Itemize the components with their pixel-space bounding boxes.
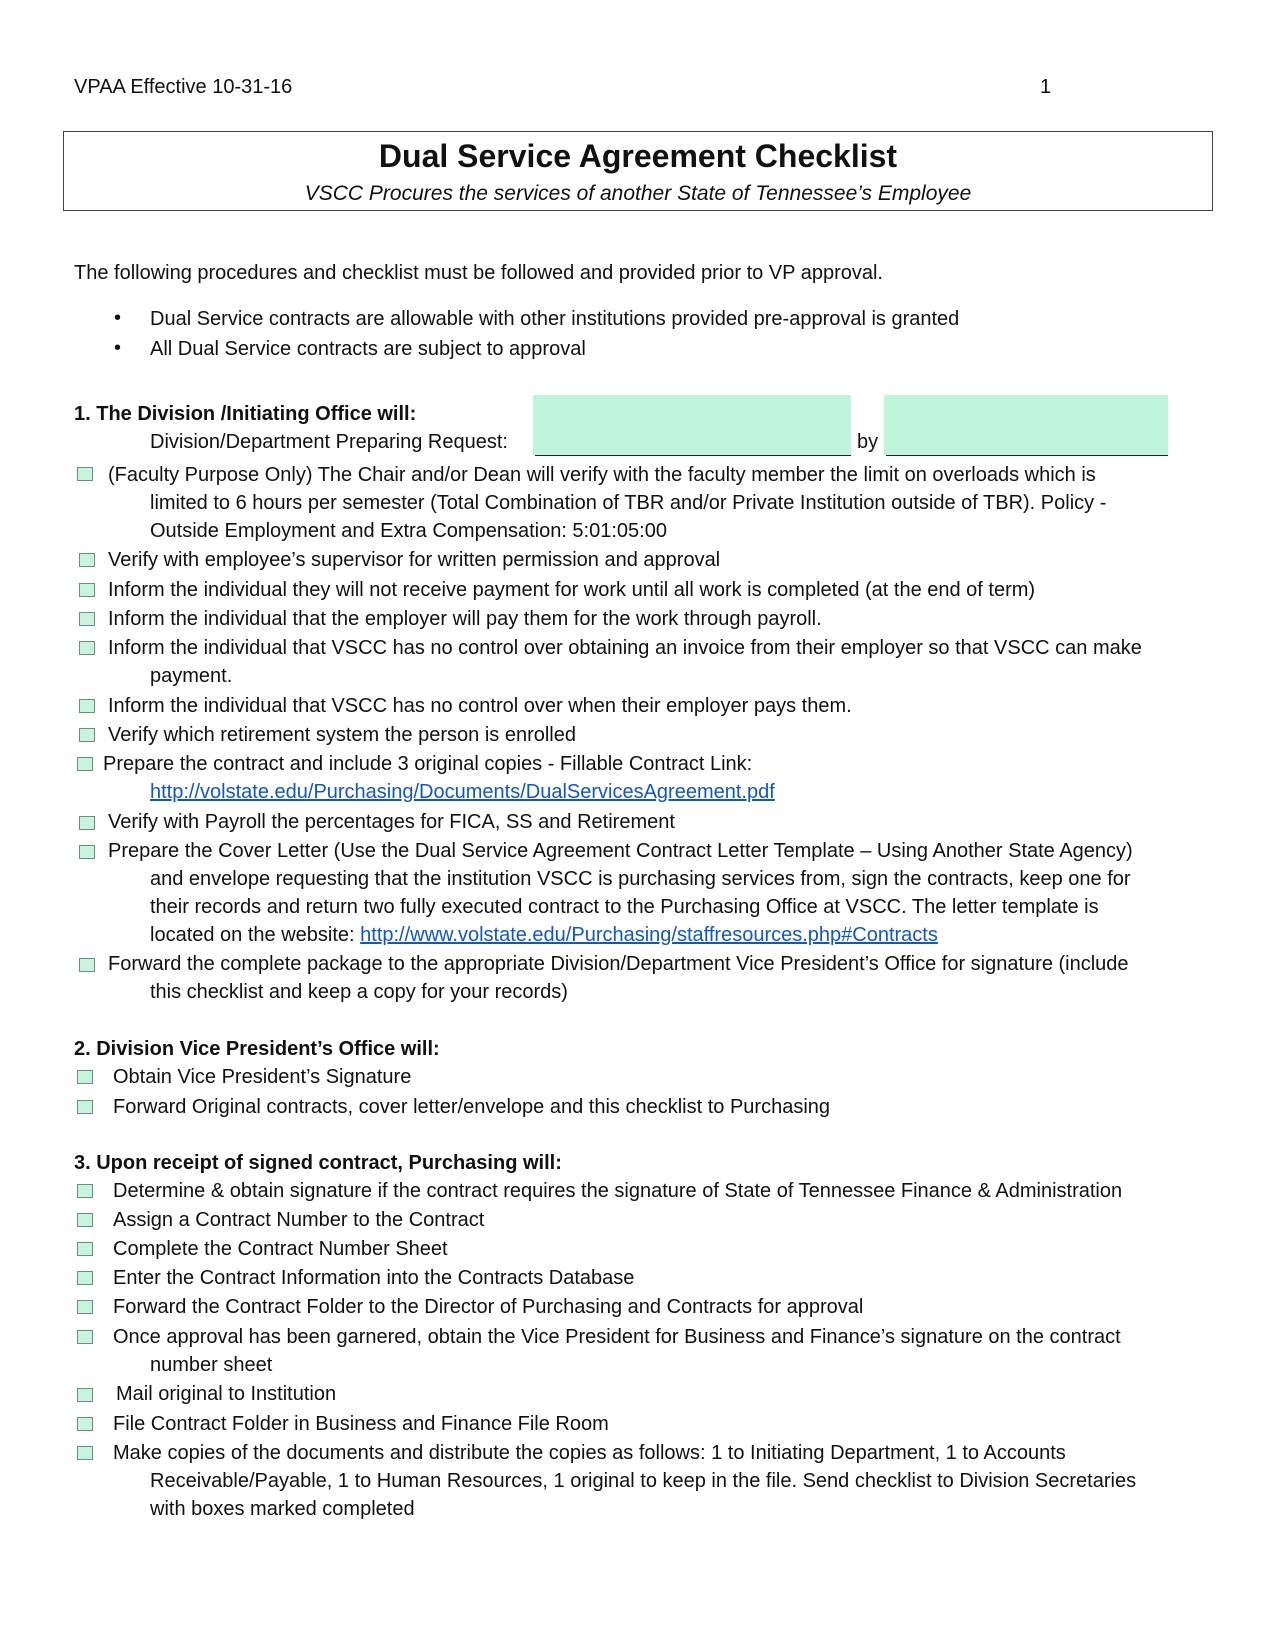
by-underline [886, 455, 1168, 456]
list-item: Verify with employee’s supervisor for written permission and approval [108, 549, 721, 571]
list-item: Enter the Contract Information into the Contracts Database [113, 1267, 635, 1289]
bullet-item: Dual Service contracts are allowable with other institutions provided pre-approval is granted [150, 308, 960, 330]
list-item: (Faculty Purpose Only) The Chair and/or Dean will verify with the faculty member the limit on overloads which is [108, 464, 1096, 486]
checkbox[interactable] [79, 583, 95, 597]
checkbox[interactable] [77, 467, 93, 481]
list-item: Verify with Payroll the percentages for FICA, SS and Retirement [108, 811, 675, 833]
header-effective-date: VPAA Effective 10-31-16 [74, 76, 293, 98]
checkbox[interactable] [77, 1330, 93, 1344]
list-item-cont [150, 921, 938, 949]
checkbox[interactable] [77, 1100, 93, 1114]
list-item: Inform the individual that the employer will pay them for the work through payroll. [108, 608, 822, 630]
checkbox[interactable] [79, 641, 95, 655]
checkbox[interactable] [79, 845, 95, 859]
list-item-cont: this checklist and keep a copy for your records) [150, 981, 568, 1003]
department-underline [535, 455, 851, 456]
checkbox[interactable] [77, 1446, 93, 1460]
prep-label: Division/Department Preparing Request: [150, 431, 508, 453]
checkbox[interactable] [77, 1184, 93, 1198]
list-item-cont: limited to 6 hours per semester (Total Combination of TBR and/or Private Institution outside of TBR). Policy - [150, 492, 1107, 514]
title-box [63, 131, 1213, 211]
checkbox[interactable] [77, 757, 93, 771]
list-item: Forward the Contract Folder to the Director of Purchasing and Contracts for approval [113, 1296, 864, 1318]
checkbox[interactable] [77, 1213, 93, 1227]
website-prefix: located on the website: [150, 924, 361, 946]
list-item: Determine & obtain signature if the contract requires the signature of State of Tennessee Finance & Administration [113, 1180, 1123, 1202]
checkbox[interactable] [77, 1070, 93, 1084]
list-item-cont: payment. [150, 665, 233, 687]
list-item: Inform the individual that VSCC has no control over when their employer pays them. [108, 695, 852, 717]
bullet-dot: • [114, 337, 122, 359]
checkbox[interactable] [79, 958, 95, 972]
checkbox[interactable] [77, 1300, 93, 1314]
section2-heading: 2. Division Vice President’s Office will: [74, 1038, 440, 1060]
page-subtitle: VSCC Procures the services of another State of Tennessee’s Employee [304, 182, 972, 205]
list-item: Complete the Contract Number Sheet [113, 1238, 448, 1260]
list-item: Forward the complete package to the appropriate Division/Department Vice President’s Office for signature (include [108, 953, 1129, 975]
bullet-item: All Dual Service contracts are subject to approval [150, 338, 586, 360]
list-item: Verify which retirement system the person is enrolled [108, 724, 576, 746]
list-item-cont: and envelope requesting that the institution VSCC is purchasing services from, sign the contracts, keep one for [150, 868, 1131, 890]
list-item: Once approval has been garnered, obtain the Vice President for Business and Finance’s signature on the contract [113, 1326, 1121, 1348]
checkbox[interactable] [79, 728, 95, 742]
checkbox[interactable] [79, 553, 95, 567]
list-item: Inform the individual they will not receive payment for work until all work is completed (at the end of term) [108, 579, 1036, 601]
list-item: Prepare the Cover Letter (Use the Dual Service Agreement Contract Letter Template – Using Another State Agency) [108, 840, 1133, 862]
letter-template-link[interactable]: http://www.volstate.edu/Purchasing/staffresources.php#Contracts [360, 924, 938, 946]
list-item-cont [150, 778, 775, 806]
list-item-cont: with boxes marked completed [150, 1498, 415, 1520]
list-item: Assign a Contract Number to the Contract [113, 1209, 485, 1231]
list-item-cont: Receivable/Payable, 1 to Human Resources, 1 original to keep in the file. Send checklist to Division Secretaries [150, 1470, 1137, 1492]
by-label: by [857, 431, 879, 453]
section1-heading: 1. The Division /Initiating Office will: [74, 403, 417, 425]
list-item-cont: Outside Employment and Extra Compensation: 5:01:05:00 [150, 520, 667, 542]
page-title: Dual Service Agreement Checklist [378, 138, 898, 174]
list-item: Make copies of the documents and distribute the copies as follows: 1 to Initiating Department, 1 to Accounts [113, 1442, 1066, 1464]
list-item: Prepare the contract and include 3 original copies - Fillable Contract Link: [103, 753, 753, 775]
checkbox[interactable] [79, 612, 95, 626]
checkbox[interactable] [77, 1271, 93, 1285]
list-item: Inform the individual that VSCC has no control over obtaining an invoice from their employer so that VSCC can make [108, 637, 1142, 659]
checkbox[interactable] [77, 1242, 93, 1256]
page-number: 1 [1040, 76, 1052, 98]
by-field[interactable] [884, 395, 1168, 455]
department-field[interactable] [533, 395, 851, 455]
checkbox[interactable] [77, 1388, 93, 1402]
checkbox[interactable] [79, 816, 95, 830]
checkbox[interactable] [77, 1417, 93, 1431]
checkbox[interactable] [79, 699, 95, 713]
list-item: Mail original to Institution [116, 1383, 337, 1405]
bullet-dot: • [114, 307, 122, 329]
list-item: Obtain Vice President’s Signature [113, 1066, 412, 1088]
list-item-cont: number sheet [150, 1354, 273, 1376]
list-item: File Contract Folder in Business and Finance File Room [113, 1413, 609, 1435]
fillable-contract-link[interactable]: http://volstate.edu/Purchasing/Documents/DualServicesAgreement.pdf [150, 781, 775, 803]
list-item-cont: their records and return two fully executed contract to the Purchasing Office at VSCC. The letter template is [150, 896, 1099, 918]
intro-text: The following procedures and checklist must be followed and provided prior to VP approval. [74, 262, 883, 284]
section3-heading: 3. Upon receipt of signed contract, Purchasing will: [74, 1152, 562, 1174]
list-item: Forward Original contracts, cover letter/envelope and this checklist to Purchasing [113, 1096, 831, 1118]
